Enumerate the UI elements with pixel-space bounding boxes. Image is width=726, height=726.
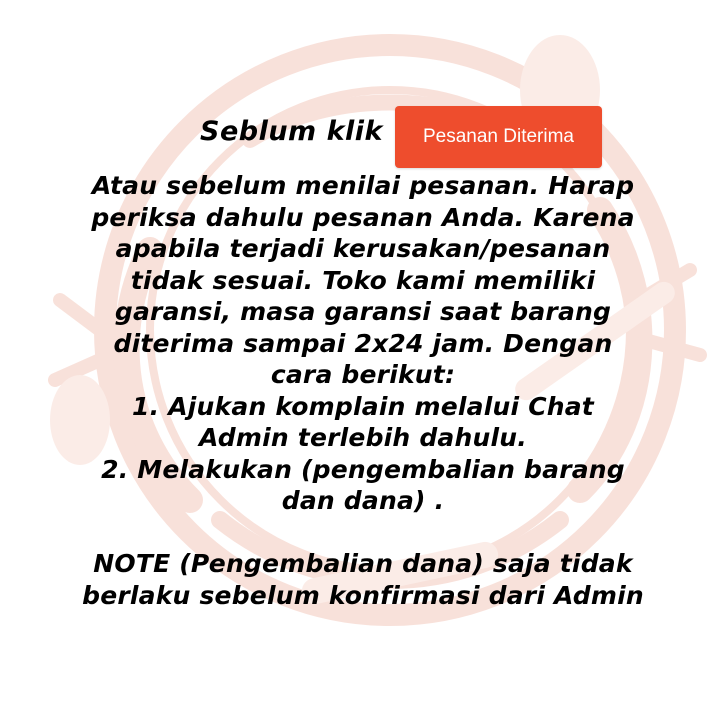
- instruction-line: tidak sesuai. Toko kami memiliki: [130, 265, 596, 295]
- instruction-line: periksa dahulu pesanan Anda. Karena: [91, 202, 635, 232]
- header-row: [0, 106, 726, 168]
- instruction-text: [60, 170, 666, 611]
- step-line: 1. Ajukan komplain melalui Chat: [132, 391, 594, 421]
- instruction-line: cara berikut:: [270, 360, 456, 389]
- note-line: NOTE (Pengembalian dana) saja tidak: [93, 549, 633, 578]
- step-line: dan dana) .: [281, 486, 445, 515]
- instruction-line: garansi, masa garansi saat barang: [114, 297, 612, 326]
- step-line: Admin terlebih dahulu.: [199, 423, 527, 452]
- header-label: Seblum klik: [200, 116, 384, 147]
- spacer: [60, 517, 666, 549]
- note-line: berlaku sebelum konfirmasi dari Admin: [82, 580, 644, 610]
- instruction-line: apabila terjadi kerusakan/pesanan: [115, 234, 611, 263]
- step-line: 2. Melakukan (pengembalian barang: [101, 454, 625, 484]
- instruction-line: diterima sampai 2x24 jam. Dengan: [113, 328, 613, 358]
- order-received-button[interactable]: Pesanan Diterima: [395, 106, 602, 168]
- instruction-line: Atau sebelum menilai pesanan. Harap: [91, 171, 635, 200]
